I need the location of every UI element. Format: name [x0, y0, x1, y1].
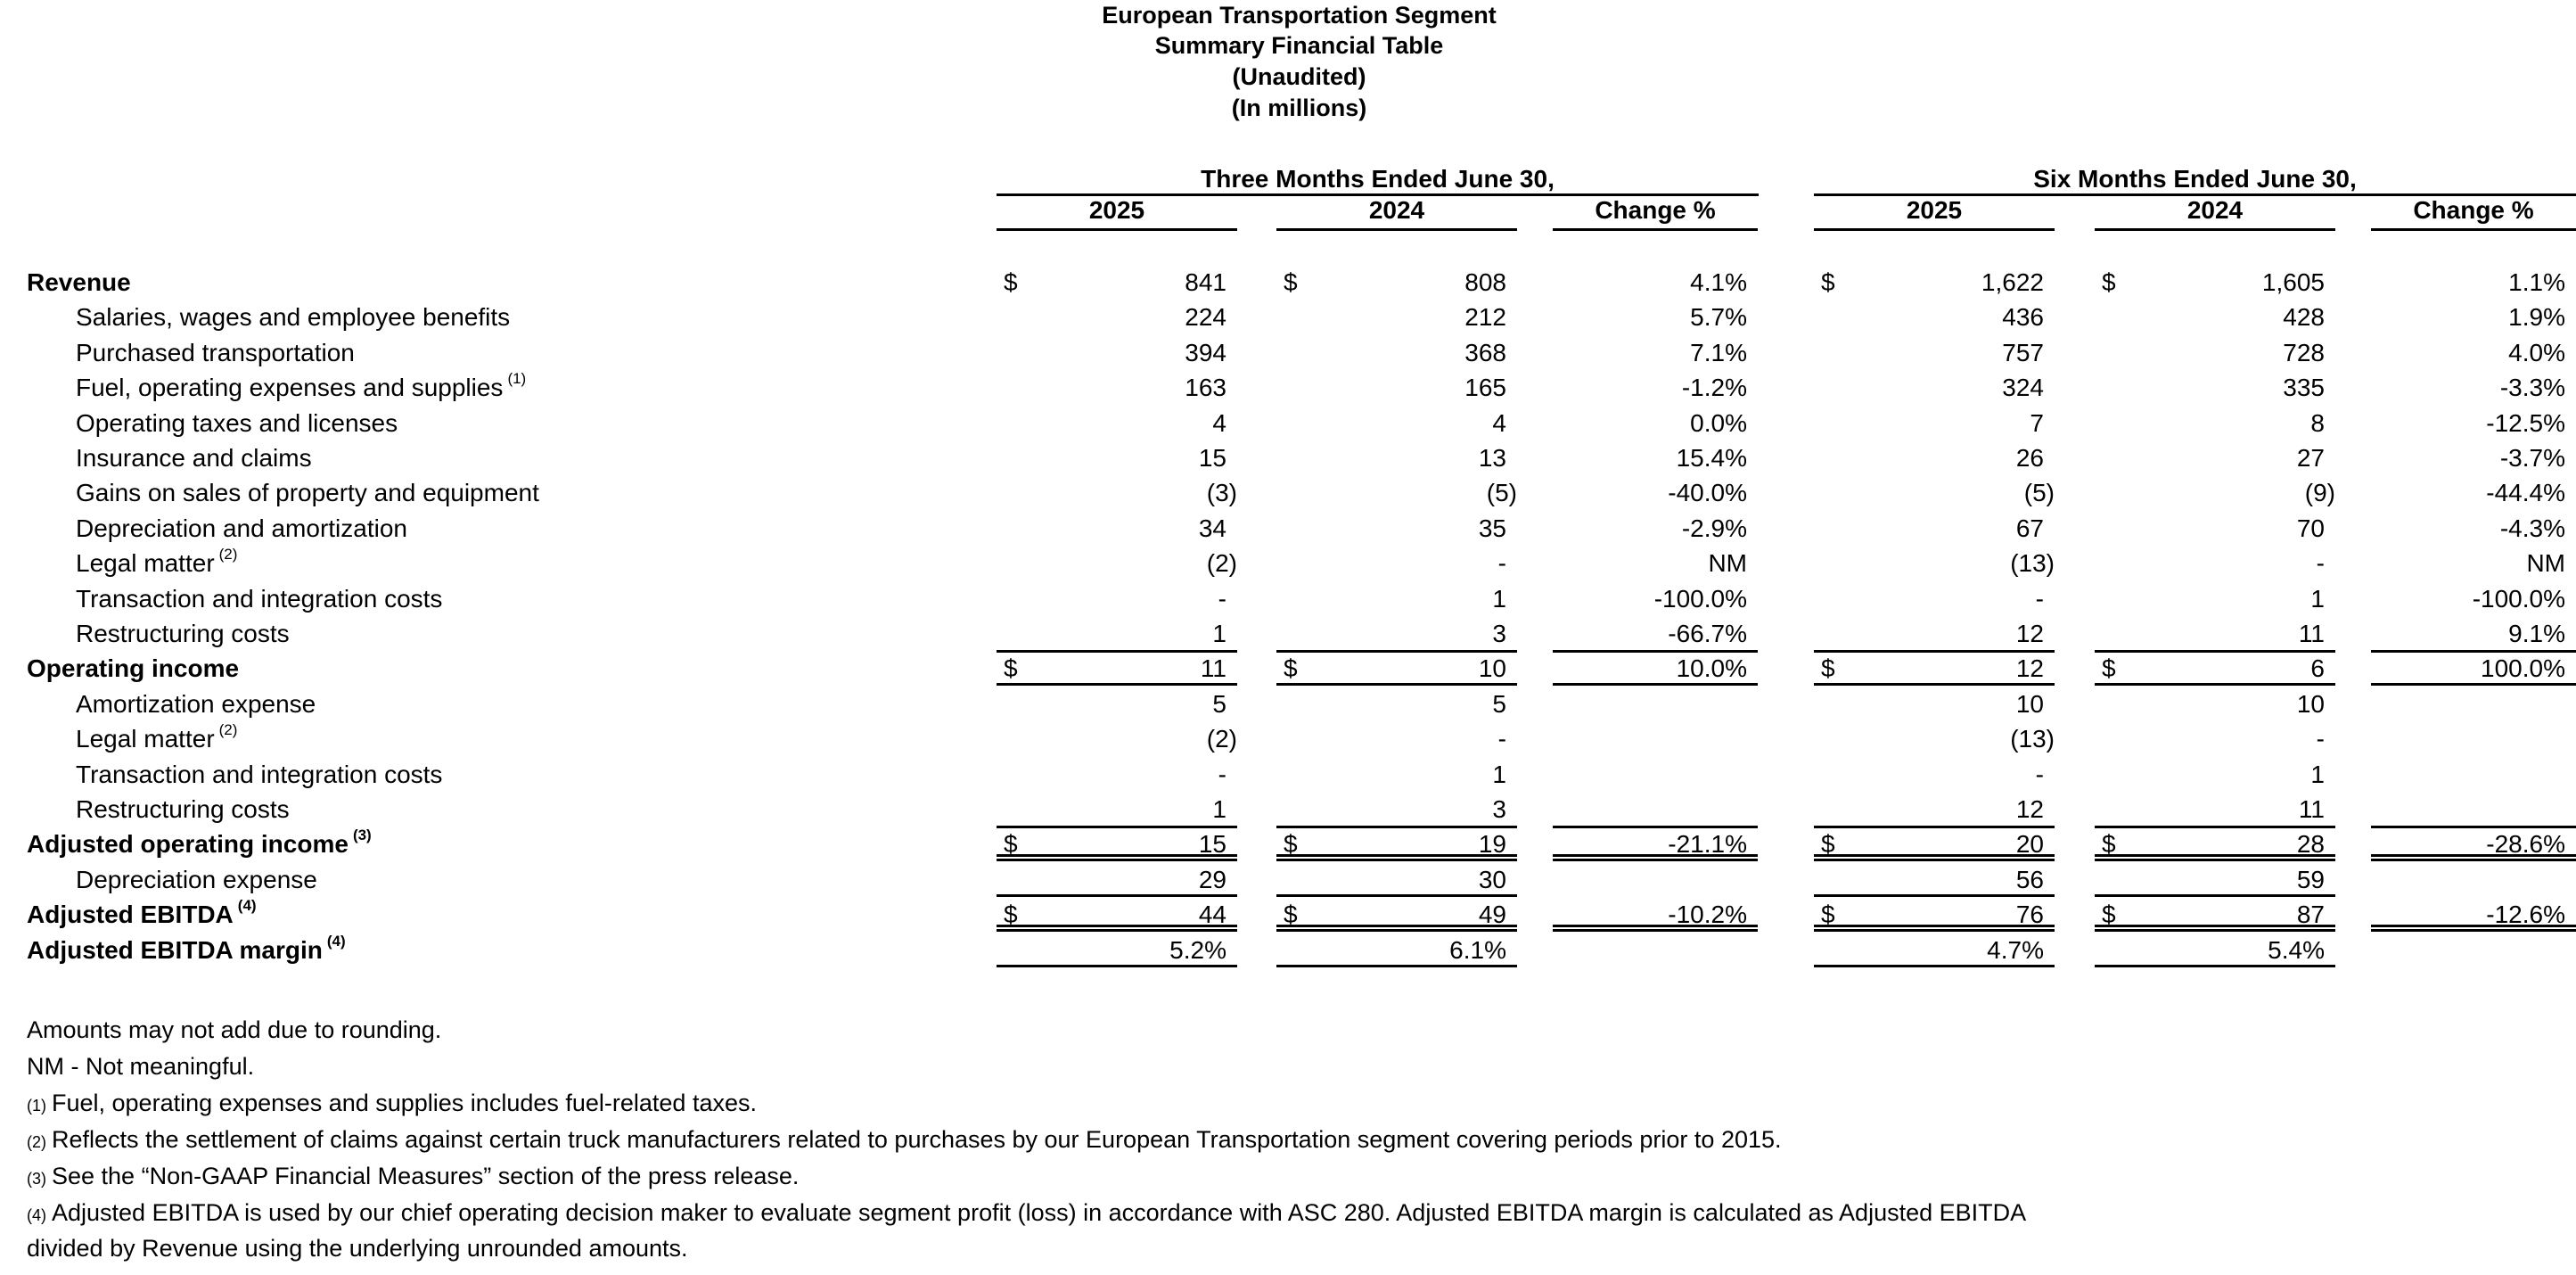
table-cell: 30	[1478, 865, 1506, 893]
footnote-ref: (4)	[237, 897, 257, 915]
table-cell: -3.7%	[2499, 444, 2565, 472]
table-cell: 0.0%	[1690, 408, 1747, 437]
table-cell: 8	[2310, 408, 2325, 437]
table-cell: 10	[2015, 689, 2044, 718]
row-label: Legal matter $^{(2)}$	[76, 546, 238, 578]
report-title: European Transportation Segment	[1102, 2, 1497, 29]
table-cell: 1.9%	[2508, 303, 2565, 332]
dollar-sign: $	[1004, 654, 1018, 683]
row-label: Amortization expense	[76, 689, 316, 718]
table-cell: -100.0%	[2472, 584, 2565, 613]
table-cell: 87	[2296, 901, 2325, 929]
table-cell: 28	[2296, 830, 2325, 859]
table-cell: (5)	[2023, 479, 2055, 507]
table-cell: 436	[2002, 303, 2044, 332]
table-cell: (13)	[2010, 725, 2055, 753]
table-cell: (2)	[1206, 549, 1237, 578]
table-cell: 35	[1478, 514, 1506, 542]
table-cell: 34	[1198, 514, 1226, 542]
table-cell: -	[1497, 725, 1506, 753]
table-cell: -10.2%	[1668, 901, 1747, 929]
row-label: Adjusted operating income $^{(3)}$	[27, 827, 372, 859]
footnote-ref: (3)	[352, 827, 372, 844]
table-row	[0, 861, 2576, 897]
table-row	[0, 334, 2576, 370]
row-label: Revenue	[27, 268, 131, 296]
table-cell: 212	[1464, 303, 1506, 332]
row-label: Operating income	[27, 654, 240, 683]
table-cell: 1	[2310, 584, 2325, 613]
dollar-sign: $	[1821, 268, 1835, 296]
table-cell: 1	[1212, 795, 1226, 823]
table-cell: 29	[1198, 865, 1226, 893]
table-cell: -	[1218, 760, 1226, 788]
table-cell: 3	[1492, 620, 1506, 647]
table-cell: 10.0%	[1676, 654, 1747, 683]
table-cell: 1	[1492, 584, 1506, 613]
table-cell: 11	[2298, 620, 2325, 647]
table-cell: -100.0%	[1653, 584, 1747, 613]
table-row	[0, 650, 2576, 686]
table-cell: -40.0%	[1668, 479, 1747, 507]
table-cell: 5	[1492, 689, 1506, 718]
dollar-sign: $	[2102, 268, 2116, 296]
column-header-6: Change %	[2371, 196, 2576, 231]
six-months-header: Six Months Ended June 30,	[2033, 165, 2357, 193]
column-header-4: 2025	[1814, 196, 2055, 231]
table-cell: -	[2316, 725, 2325, 753]
table-cell: 15.4%	[1676, 444, 1747, 472]
table-cell: -2.9%	[1681, 514, 1747, 542]
table-cell: -44.4%	[2486, 479, 2565, 507]
table-cell: -	[2035, 584, 2044, 613]
row-label: Depreciation and amortization	[76, 514, 407, 542]
nm-note: NM - Not meaningful.	[27, 1053, 255, 1080]
table-row	[0, 791, 2576, 827]
footnote-1: (1) Fuel, operating expenses and supplies includes fuel-related taxes.	[27, 1090, 757, 1116]
report-subtitle: Summary Financial Table	[1154, 32, 1444, 59]
table-cell: 1,622	[1981, 268, 2044, 296]
row-label: Restructuring costs	[76, 620, 290, 647]
table-cell: 163	[1185, 374, 1226, 402]
row-label: Adjusted EBITDA margin $^{(4)}$	[27, 932, 346, 964]
table-cell: -12.6%	[2486, 901, 2565, 929]
table-cell: 9.1%	[2508, 620, 2565, 647]
table-cell: -4.3%	[2499, 514, 2565, 542]
table-row	[0, 932, 2576, 967]
table-cell: 15	[1198, 830, 1226, 859]
table-cell: 7.1%	[1690, 338, 1747, 366]
row-label: Insurance and claims	[76, 444, 312, 472]
column-header-3: Change %	[1553, 196, 1758, 231]
dollar-sign: $	[1004, 830, 1018, 859]
row-label: Operating taxes and licenses	[76, 408, 398, 437]
dollar-sign: $	[2102, 901, 2116, 929]
table-row	[0, 615, 2576, 651]
table-cell: 6.1%	[1449, 935, 1506, 964]
table-cell: -	[2316, 549, 2325, 578]
footnote-3: (3) See the “Non-GAAP Financial Measures” section of the press release.	[27, 1163, 800, 1189]
dollar-sign: $	[2102, 830, 2116, 859]
table-cell: 56	[2015, 865, 2044, 893]
table-cell: 19	[1478, 830, 1506, 859]
table-row	[0, 510, 2576, 546]
table-cell: -	[1218, 584, 1226, 613]
table-cell: 428	[2283, 303, 2325, 332]
table-row	[0, 720, 2576, 756]
column-header-1: 2025	[997, 196, 1237, 231]
row-label: Adjusted EBITDA $^{(4)}$	[27, 897, 257, 929]
table-cell: 165	[1464, 374, 1506, 402]
table-cell: (5)	[1486, 479, 1517, 507]
table-cell: -28.6%	[2486, 830, 2565, 859]
table-cell: 1	[1492, 760, 1506, 788]
table-cell: (9)	[2304, 479, 2335, 507]
table-cell: 10	[1478, 654, 1506, 683]
table-row	[0, 474, 2576, 510]
table-row	[0, 369, 2576, 405]
table-cell: 1	[2310, 760, 2325, 788]
dollar-sign: $	[1004, 901, 1018, 929]
table-cell: 368	[1464, 338, 1506, 366]
row-label: Gains on sales of property and equipment	[76, 479, 539, 507]
row-label: Purchased transportation	[76, 338, 355, 366]
dollar-sign: $	[1284, 654, 1298, 683]
table-cell: 20	[2015, 830, 2044, 859]
column-header-2: 2024	[1276, 196, 1517, 231]
table-row	[0, 405, 2576, 440]
footnote-2: (2) Reflects the settlement of claims against certain truck manufacturers related to purchases by our European Transportation segment covering periods prior to 2015.	[27, 1126, 1782, 1153]
table-cell: 394	[1185, 338, 1226, 366]
table-cell: 1.1%	[2508, 268, 2565, 296]
table-cell: 12	[2015, 654, 2044, 683]
row-label: Salaries, wages and employee benefits	[76, 303, 511, 332]
table-cell: NM	[1708, 549, 1747, 578]
table-cell: 4.0%	[2508, 338, 2565, 366]
table-cell: 1,605	[2261, 268, 2325, 296]
table-row	[0, 686, 2576, 721]
table-cell: 4	[1212, 408, 1226, 437]
table-cell: 4.7%	[1987, 935, 2044, 964]
table-cell: 49	[1478, 901, 1506, 929]
table-cell: 10	[2296, 689, 2325, 718]
table-cell: 757	[2002, 338, 2044, 366]
audit-status: (Unaudited)	[1232, 63, 1366, 90]
table-cell: 26	[2015, 444, 2044, 472]
row-label: Legal matter $^{(2)}$	[76, 721, 238, 753]
table-cell: 6	[2310, 654, 2325, 683]
row-label: Restructuring costs	[76, 795, 290, 823]
table-cell: 4	[1492, 408, 1506, 437]
table-row	[0, 264, 2576, 300]
table-cell: NM	[2526, 549, 2565, 578]
column-header-5: 2024	[2095, 196, 2335, 231]
row-label: Transaction and integration costs	[76, 760, 443, 788]
table-cell: 4.1%	[1690, 268, 1747, 296]
table-row	[0, 896, 2576, 932]
three-months-header: Three Months Ended June 30,	[1201, 165, 1555, 193]
table-cell: 7	[2030, 408, 2044, 437]
table-cell: 728	[2283, 338, 2325, 366]
table-cell: 5.2%	[1169, 935, 1226, 964]
table-cell: 224	[1185, 303, 1226, 332]
table-cell: 5.7%	[1690, 303, 1747, 332]
table-cell: -21.1%	[1668, 830, 1747, 859]
table-cell: 27	[2296, 444, 2325, 472]
dollar-sign: $	[1004, 268, 1018, 296]
dollar-sign: $	[1821, 830, 1835, 859]
footnote-4: (4) Adjusted EBITDA is used by our chief operating decision maker to evaluate segment profit (loss) in accordance with ASC 280. Adjusted EBITDA margin is calculated as Adjusted EBITDA	[27, 1199, 2027, 1226]
footnote-4-continued: divided by Revenue using the underlying unrounded amounts.	[27, 1235, 688, 1262]
table-cell: (3)	[1206, 479, 1237, 507]
dollar-sign: $	[1284, 830, 1298, 859]
table-cell: 5.4%	[2268, 935, 2325, 964]
table-cell: (13)	[2010, 549, 2055, 578]
dollar-sign: $	[1821, 901, 1835, 929]
dollar-sign: $	[1821, 654, 1835, 683]
row-label: Transaction and integration costs	[76, 584, 443, 613]
table-cell: 100.0%	[2481, 654, 2565, 683]
table-cell: 335	[2283, 374, 2325, 402]
dollar-sign: $	[1284, 268, 1298, 296]
table-cell: 67	[2015, 514, 2044, 542]
footnote-ref: (1)	[507, 370, 527, 388]
table-row	[0, 580, 2576, 616]
footnote-ref: (2)	[218, 546, 238, 563]
table-cell: -3.3%	[2499, 374, 2565, 402]
table-cell: 808	[1464, 268, 1506, 296]
table-cell: 11	[2298, 795, 2325, 823]
table-cell: -	[2035, 760, 2044, 788]
table-row	[0, 299, 2576, 334]
footnote-ref: (4)	[326, 932, 346, 950]
units-note: (In millions)	[1231, 95, 1367, 121]
table-cell: (2)	[1206, 725, 1237, 753]
footnote-ref: (2)	[218, 721, 238, 739]
table-cell: 841	[1185, 268, 1226, 296]
dollar-sign: $	[2102, 654, 2116, 683]
table-cell: 11	[1200, 654, 1226, 683]
dollar-sign: $	[1284, 901, 1298, 929]
table-cell: -	[1497, 549, 1506, 578]
table-row	[0, 545, 2576, 580]
row-label: Fuel, operating expenses and supplies $^{(1)}$	[76, 370, 527, 402]
table-cell: -66.7%	[1668, 620, 1747, 647]
table-cell: 324	[2002, 374, 2044, 402]
table-cell: 70	[2296, 514, 2325, 542]
table-cell: -1.2%	[1681, 374, 1747, 402]
table-row	[0, 756, 2576, 792]
table-cell: 59	[2296, 865, 2325, 893]
rounding-note: Amounts may not add due to rounding.	[27, 1016, 442, 1043]
table-cell: 44	[1198, 901, 1226, 929]
table-cell: 5	[1212, 689, 1226, 718]
table-cell: 76	[2015, 901, 2044, 929]
table-row	[0, 826, 2576, 861]
table-cell: 13	[1478, 444, 1506, 472]
row-label: Depreciation expense	[76, 865, 317, 893]
table-cell: 15	[1198, 444, 1226, 472]
table-cell: 3	[1492, 795, 1506, 823]
table-cell: 12	[2015, 620, 2044, 647]
table-cell: 12	[2015, 795, 2044, 823]
table-row	[0, 440, 2576, 475]
table-cell: -12.5%	[2486, 408, 2565, 437]
table-cell: 1	[1212, 620, 1226, 647]
